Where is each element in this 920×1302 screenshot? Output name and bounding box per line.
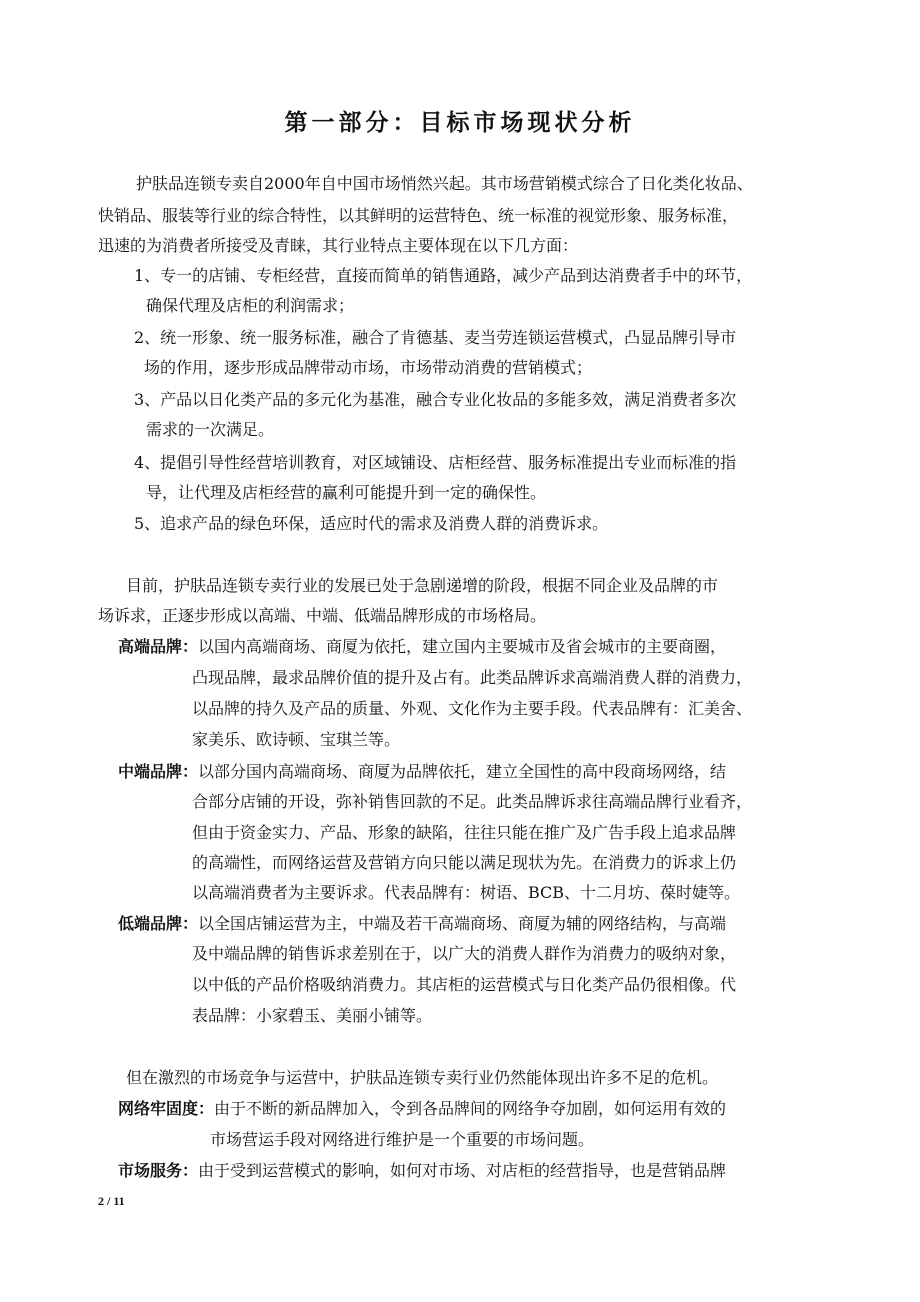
brand-text: 以品牌的持久及产品的质量、外观、文化作为主要手段。代表品牌有：汇美舍、: [192, 699, 753, 718]
list-item: 2、统一形象、统一服务标准，融合了肯德基、麦当劳连锁运营模式，凸显品牌引导市: [134, 328, 737, 347]
list-item: 3、产品以日化类产品的多元化为基准，融合专业化妆品的多能多效，满足消费者多次: [134, 390, 737, 409]
list-item: 4、提倡引导性经营培训教育，对区域铺设、店柜经营、服务标准提出专业而标准的指: [134, 453, 737, 472]
page-number: 2 / 11: [98, 1194, 125, 1208]
list-item-continuation: 需求的一次满足。: [146, 420, 275, 439]
intro-line: 快销品、服装等行业的综合特性，以其鲜明的运营特色、统一标准的视觉形象、服务标准，: [98, 206, 739, 225]
brand-text: 但由于资金实力、产品、形象的缺陷，往往只能在推广及广告手段上追求品牌: [192, 823, 737, 842]
issue-text: 市场营运手段对网络进行维护是一个重要的市场问题。: [210, 1130, 595, 1149]
brand-entry-mid: [118, 762, 726, 782]
list-item-continuation: 确保代理及店柜的利润需求；: [146, 296, 355, 315]
issue-text: 由于不断的新品牌加入，令到各品牌间的网络争夺加剧，如何运用有效的: [214, 1099, 727, 1118]
brand-entry-low: [118, 914, 726, 934]
brand-text: 表品牌：小家碧玉、美丽小铺等。: [192, 1006, 433, 1025]
crisis-line: 但在激烈的市场竞争与运营中，护肤品连锁专卖行业仍然能体现出许多不足的危机。: [126, 1068, 719, 1087]
issue-term: 网络牢固度：: [118, 1099, 215, 1118]
list-item-continuation: 导，让代理及店柜经营的赢利可能提升到一定的确保性。: [146, 483, 547, 502]
brand-text: 合部分店铺的开设，弥补销售回款的不足。此类品牌诉求往高端品牌行业看齐，: [192, 792, 753, 811]
market-line: 目前，护肤品连锁专卖行业的发展已处于急剧递增的阶段，根据不同企业及品牌的市: [126, 576, 719, 595]
brand-text: 家美乐、欧诗顿、宝琪兰等。: [192, 730, 401, 749]
brand-text: 以国内高端商场、商厦为依托，建立国内主要城市及省会城市的主要商圈，: [198, 637, 727, 656]
brand-entry-high: [118, 637, 726, 657]
brand-text: 以高端消费者为主要诉求。代表品牌有：树语、BCB、十二月坊、葆时婕等。: [192, 883, 741, 902]
issue-term: 市场服务：: [118, 1161, 199, 1180]
brand-term: 高端品牌：: [118, 637, 199, 656]
brand-term: 低端品牌：: [118, 914, 199, 933]
brand-text: 以全国店铺运营为主，中端及若干高端商场、商厦为辅的网络结构，与高端: [198, 914, 727, 933]
intro-line: 护肤品连锁专卖自2000年自中国市场悄然兴起。其市场营销模式综合了日化类化妆品、: [136, 174, 753, 193]
intro-line: 迅速的为消费者所接受及青睐，其行业特点主要体现在以下几方面：: [98, 236, 579, 255]
issue-entry-network: [118, 1099, 726, 1119]
brand-text: 以部分国内高端商场、商厦为品牌依托，建立全国性的高中段商场网络，结: [198, 762, 727, 781]
brand-text: 的高端性，而网络运营及营销方向只能以满足现状为先。在消费力的诉求上仍: [192, 853, 737, 872]
brand-term: 中端品牌：: [118, 762, 199, 781]
market-line: 场诉求，正逐步形成以高端、中端、低端品牌形成的市场格局。: [98, 606, 547, 625]
brand-text: 以中低的产品价格吸纳消费力。其店柜的运营模式与日化类产品仍很相像。代: [192, 975, 737, 994]
issue-entry-service: [118, 1161, 726, 1181]
brand-text: 凸现品牌，最求品牌价值的提升及占有。此类品牌诉求高端消费人群的消费力，: [192, 668, 753, 687]
list-item: 1、专一的店铺、专柜经营，直接而简单的销售通路，减少产品到达消费者手中的环节，: [134, 266, 753, 285]
brand-text: 及中端品牌的销售诉求差别在于，以广大的消费人群作为消费力的吸纳对象，: [192, 944, 737, 963]
page-title: 第一部分：目标市场现状分析: [284, 109, 636, 136]
list-item: 5、追求产品的绿色环保，适应时代的需求及消费人群的消费诉求。: [134, 514, 609, 533]
list-item-continuation: 场的作用，逐步形成品牌带动市场，市场带动消费的营销模式；: [144, 358, 593, 377]
issue-text: 由于受到运营模式的影响，如何对市场、对店柜的经营指导，也是营销品牌: [198, 1161, 727, 1180]
